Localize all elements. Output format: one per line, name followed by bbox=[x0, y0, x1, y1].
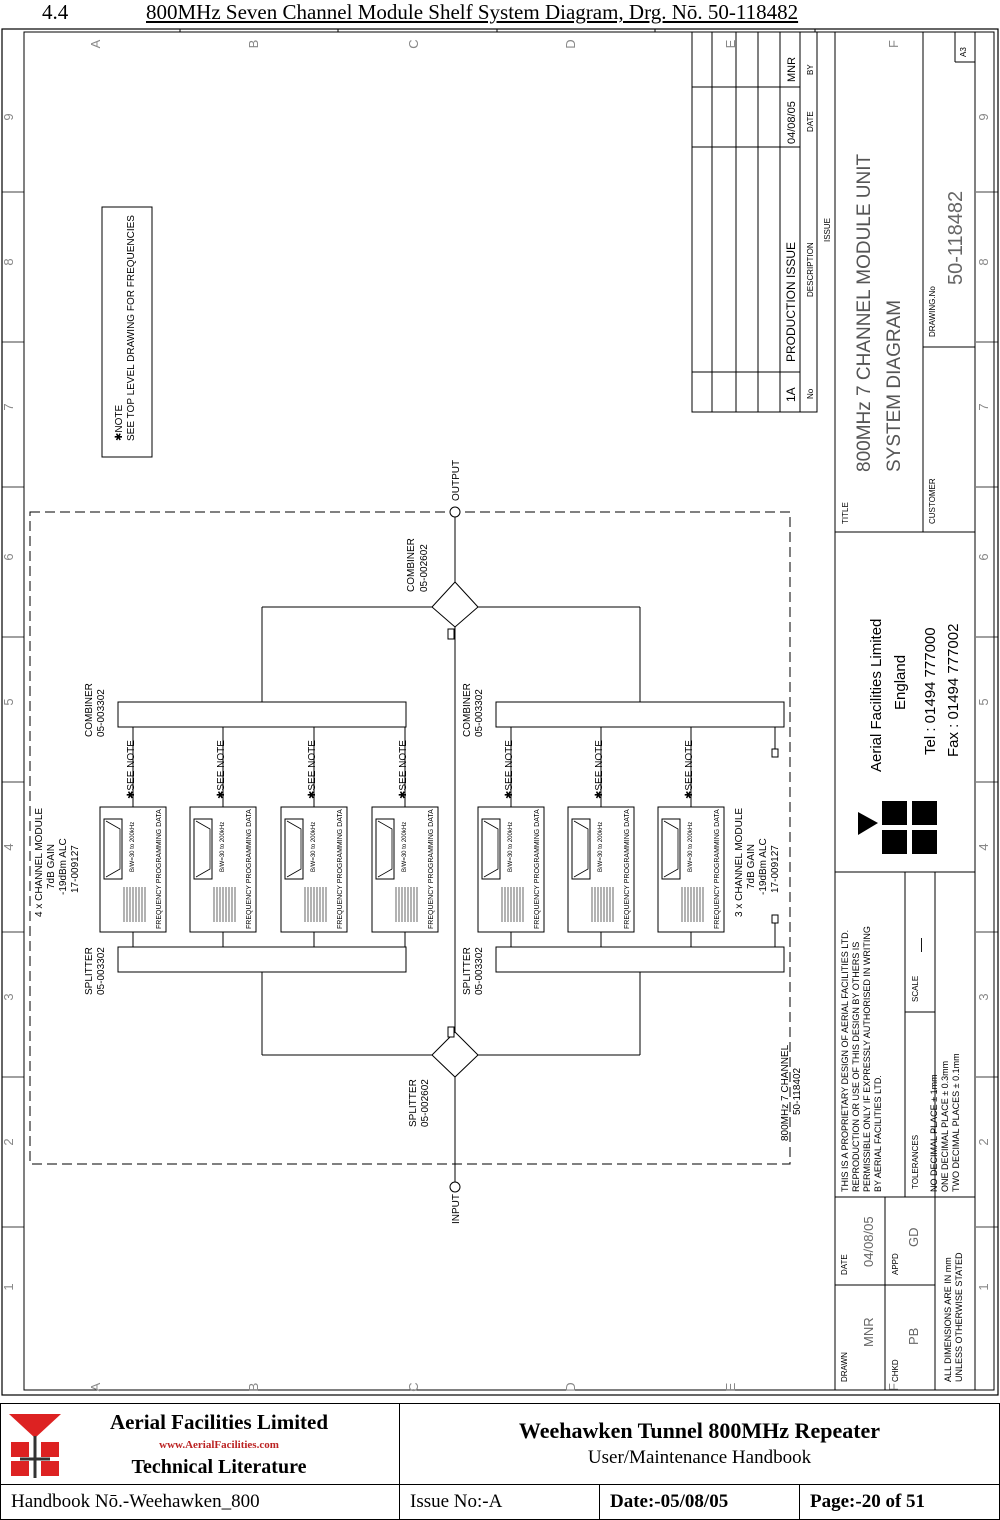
border-number-6: 6 bbox=[1, 553, 16, 561]
title-label: TITLE bbox=[841, 502, 850, 524]
filter-response-box bbox=[662, 819, 680, 879]
main-combiner-name: COMBINER bbox=[406, 538, 417, 592]
shelf-label-line2: 50-118402 bbox=[792, 1067, 803, 1115]
group-splitter-2-part: 05-003302 bbox=[474, 947, 485, 995]
channel-module bbox=[372, 740, 438, 932]
revision-table bbox=[692, 32, 817, 412]
module-programming-label: FREQUENCY PROGRAMMING DATA bbox=[428, 809, 435, 929]
border-number-5: 5 bbox=[1, 698, 16, 706]
filter-response-box bbox=[285, 819, 303, 879]
section-title: 800MHz Seven Channel Module Shelf System Diagram, Drg. Nō. 50-118482 bbox=[146, 0, 799, 24]
appd-label: APPD bbox=[891, 1253, 900, 1275]
scale-value: — bbox=[912, 938, 928, 952]
main-combiner bbox=[432, 582, 478, 627]
main-splitter-part: 05-002602 bbox=[420, 1079, 431, 1127]
module-bandwidth: B/W=30 to 200kHz bbox=[598, 821, 604, 872]
border-number-6: 6 bbox=[976, 553, 991, 561]
module-bandwidth: B/W=30 to 200kHz bbox=[220, 821, 226, 872]
channel-module bbox=[190, 740, 256, 932]
border-letter-B: B bbox=[246, 1382, 261, 1392]
module-see-note: ✱SEE NOTE bbox=[398, 740, 409, 799]
company-tel: Tel : 01494 777000 bbox=[922, 627, 939, 755]
filter-response-box bbox=[104, 819, 122, 879]
border-number-9: 9 bbox=[1, 113, 16, 121]
border-number-7: 7 bbox=[1, 403, 16, 411]
border-letter-E: E bbox=[723, 39, 738, 49]
tolerance-line1: NO DECIMAL PLACE ± 1mm bbox=[929, 1074, 939, 1192]
border-number-2: 2 bbox=[1, 1138, 16, 1146]
main-splitter-load bbox=[448, 1027, 454, 1037]
drawing-no: 50-118482 bbox=[945, 190, 967, 285]
shelf-label-line1: 800MHz 7 CHANNEL bbox=[780, 1044, 791, 1141]
revision-col-description: DESCRIPTION bbox=[806, 242, 815, 297]
footer-logo-text bbox=[89, 1408, 349, 1480]
group2-spec-line3: -19dBm ALC bbox=[758, 838, 769, 895]
revision-col-by: BY bbox=[806, 64, 815, 75]
company-logo-mark bbox=[858, 799, 939, 856]
group-combiner-2 bbox=[496, 702, 784, 727]
output-label: OUTPUT bbox=[451, 459, 462, 501]
scale-label: SCALE bbox=[911, 975, 920, 1002]
module-programming-label: FREQUENCY PROGRAMMING DATA bbox=[156, 809, 163, 929]
border-number-8: 8 bbox=[976, 258, 991, 266]
proprietary-line1: THIS IS A PROPRIETARY DESIGN OF AERIAL FACILITIES LTD. bbox=[840, 929, 850, 1192]
output-port bbox=[450, 507, 460, 517]
border-letter-D: D bbox=[563, 39, 578, 49]
border-number-3: 3 bbox=[1, 993, 16, 1001]
dimensions-line2: UNLESS OTHERWISE STATED bbox=[954, 1252, 964, 1382]
system-diagram-drawing bbox=[0, 27, 1000, 1397]
input-port bbox=[450, 1182, 460, 1192]
border-number-3: 3 bbox=[976, 993, 991, 1001]
main-combiner-load bbox=[448, 629, 454, 639]
footer-company: Aerial Facilities Limited bbox=[109, 1410, 329, 1434]
title-line2: SYSTEM DIAGRAM bbox=[884, 299, 905, 472]
module-programming-label: FREQUENCY PROGRAMMING DATA bbox=[534, 809, 541, 929]
footer-table bbox=[0, 1403, 1000, 1520]
footer-project-subtitle: User/Maintenance Handbook bbox=[587, 1447, 812, 1468]
input-label: INPUT bbox=[451, 1194, 462, 1224]
channel-modules bbox=[100, 740, 724, 932]
group-combiner-2-load bbox=[772, 749, 778, 757]
module-see-note: ✱SEE NOTE bbox=[684, 740, 695, 799]
border-letter-F: F bbox=[886, 1383, 901, 1391]
revision-col-no: No bbox=[806, 388, 815, 399]
module-bandwidth: B/W=30 to 200kHz bbox=[311, 821, 317, 872]
group1-spec-line1: 4 x CHANNEL MODULE bbox=[34, 807, 45, 917]
channel-module bbox=[478, 740, 544, 932]
appd-value: GD bbox=[906, 1227, 921, 1247]
afl-logo-icon bbox=[7, 1412, 63, 1478]
customer-label: CUSTOMER bbox=[928, 478, 937, 524]
border-number-2: 2 bbox=[976, 1138, 991, 1146]
footer-logo-cell bbox=[1, 1404, 400, 1485]
border-number-1: 1 bbox=[1, 1283, 16, 1291]
drawn-label: DRAWN bbox=[840, 1352, 849, 1382]
module-bandwidth: B/W=30 to 200kHz bbox=[508, 821, 514, 872]
group-splitter-1 bbox=[118, 947, 406, 972]
company-country: England bbox=[892, 654, 909, 710]
note-text: SEE TOP LEVEL DRAWING FOR FREQUENCIES bbox=[126, 215, 137, 441]
sheet-size: A3 bbox=[959, 47, 968, 57]
channel-module bbox=[100, 740, 166, 932]
footer-handbook-no: Handbook Nō.-Weehawken_800 bbox=[1, 1485, 400, 1520]
group-splitter-2 bbox=[496, 947, 784, 972]
group1-spec-line2: 7dB GAIN bbox=[46, 843, 57, 889]
footer-project-cell bbox=[400, 1404, 1000, 1485]
border-letter-D: D bbox=[563, 1382, 578, 1392]
footer-website: www.AerialFacilities.com bbox=[159, 1439, 279, 1451]
module-programming-label: FREQUENCY PROGRAMMING DATA bbox=[624, 809, 631, 929]
module-see-note: ✱SEE NOTE bbox=[594, 740, 605, 799]
border-number-9: 9 bbox=[976, 113, 991, 121]
footer-issue-no: Issue No:-A bbox=[400, 1485, 600, 1520]
main-splitter-name: SPLITTER bbox=[408, 1079, 419, 1127]
border-number-5: 5 bbox=[976, 698, 991, 706]
page-footer bbox=[0, 1403, 1000, 1519]
border-letter-E: E bbox=[723, 1382, 738, 1392]
border-number-8: 8 bbox=[1, 258, 16, 266]
border-letter-A: A bbox=[88, 39, 103, 49]
group-combiner-2-name: COMBINER bbox=[462, 683, 473, 737]
border-letter-F: F bbox=[886, 40, 901, 48]
group2-spec-line4: 17-009127 bbox=[770, 845, 781, 893]
revision-col-date: DATE bbox=[806, 111, 815, 132]
drawing-no-label: DRAWING.No bbox=[928, 286, 937, 337]
revision-issue: 1A bbox=[784, 387, 798, 402]
revision-description: PRODUCTION ISSUE bbox=[784, 241, 798, 362]
tolerance-line2: ONE DECIMAL PLACE ± 0.3mm bbox=[940, 1060, 950, 1192]
border-number-1: 1 bbox=[976, 1283, 991, 1291]
tolerance-line3: TWO DECIMAL PLACES ± 0.1mm bbox=[951, 1053, 961, 1192]
footer-page: Page:-20 of 51 bbox=[800, 1485, 1000, 1520]
channel-module bbox=[281, 740, 347, 932]
module-programming-label: FREQUENCY PROGRAMMING DATA bbox=[246, 809, 253, 929]
date-label: DATE bbox=[840, 1254, 849, 1275]
chkd-value: PB bbox=[906, 1327, 921, 1345]
border-letter-C: C bbox=[406, 1382, 421, 1392]
border-letter-B: B bbox=[246, 39, 261, 49]
chkd-label: CHKD bbox=[891, 1359, 900, 1382]
note-title: ✱NOTE bbox=[114, 404, 125, 441]
main-combiner-part: 05-002602 bbox=[419, 544, 430, 592]
section-number: 4.4 bbox=[42, 0, 69, 24]
filter-response-box bbox=[376, 819, 394, 879]
border-number-7: 7 bbox=[976, 403, 991, 411]
border-number-4: 4 bbox=[1, 843, 16, 851]
module-programming-label: FREQUENCY PROGRAMMING DATA bbox=[337, 809, 344, 929]
module-see-note: ✱SEE NOTE bbox=[307, 740, 318, 799]
footer-tech-literature: Technical Literature bbox=[131, 1456, 307, 1478]
filter-response-box bbox=[194, 819, 212, 879]
proprietary-line4: BY AERIAL FACILITIES LTD. bbox=[873, 1075, 883, 1192]
module-bandwidth: B/W=30 to 200kHz bbox=[402, 821, 408, 872]
group2-spec-line1: 3 x CHANNEL MODULE bbox=[734, 807, 745, 917]
module-bandwidth: B/W=30 to 200kHz bbox=[688, 821, 694, 872]
filter-response-box bbox=[482, 819, 500, 879]
group-combiner-1-name: COMBINER bbox=[84, 683, 95, 737]
group-splitter-1-name: SPLITTER bbox=[84, 947, 95, 995]
module-see-note: ✱SEE NOTE bbox=[216, 740, 227, 799]
date-value: 04/08/05 bbox=[861, 1216, 876, 1267]
filter-response-box bbox=[572, 819, 590, 879]
group1-spec-line4: 17-009127 bbox=[70, 845, 81, 893]
revision-by: MNR bbox=[786, 56, 798, 82]
module-programming-label: FREQUENCY PROGRAMMING DATA bbox=[714, 809, 721, 929]
company-fax: Fax : 01494 777002 bbox=[945, 623, 962, 757]
module-bandwidth: B/W=30 to 200kHz bbox=[130, 821, 136, 872]
footer-project-title: Weehawken Tunnel 800MHz Repeater bbox=[518, 1418, 881, 1443]
channel-module bbox=[568, 740, 634, 932]
proprietary-line3: PERMISSIBLE ONLY IF EXPRESSLY AUTHORISED IN WRITING bbox=[862, 926, 872, 1192]
group1-spec-line3: -19dBm ALC bbox=[58, 838, 69, 895]
main-splitter bbox=[432, 1032, 478, 1077]
border-letter-C: C bbox=[406, 39, 421, 49]
group2-spec-line2: 7dB GAIN bbox=[746, 843, 757, 889]
drawn-value: MNR bbox=[861, 1317, 876, 1347]
company-name: Aerial Facilities Limited bbox=[868, 618, 885, 772]
group-splitter-2-load bbox=[772, 915, 778, 923]
group-splitter-2-name: SPLITTER bbox=[462, 947, 473, 995]
footer-date: Date:-05/08/05 bbox=[600, 1485, 800, 1520]
section-heading bbox=[0, 0, 1000, 28]
border-number-4: 4 bbox=[976, 843, 991, 851]
revision-date: 04/08/05 bbox=[786, 101, 798, 144]
proprietary-line2: REPRODUCTION OR USE OF THIS DESIGN BY OTHERS IS bbox=[851, 941, 861, 1192]
border-letter-A: A bbox=[88, 1382, 103, 1392]
module-see-note: ✱SEE NOTE bbox=[504, 740, 515, 799]
channel-module bbox=[658, 740, 724, 932]
title-line1: 800MHz 7 CHANNEL MODULE UNIT bbox=[854, 153, 875, 472]
group-combiner-1-part: 05-003302 bbox=[96, 689, 107, 737]
group-splitter-1-part: 05-003302 bbox=[96, 947, 107, 995]
tolerances-label: TOLERANCES bbox=[911, 1134, 920, 1189]
group-combiner-2-part: 05-003302 bbox=[474, 689, 485, 737]
dimensions-line1: ALL DIMENSIONS ARE IN mm bbox=[943, 1257, 953, 1382]
group-combiner-1 bbox=[118, 702, 406, 727]
revision-col-issue: ISSUE bbox=[823, 217, 832, 242]
module-see-note: ✱SEE NOTE bbox=[126, 740, 137, 799]
